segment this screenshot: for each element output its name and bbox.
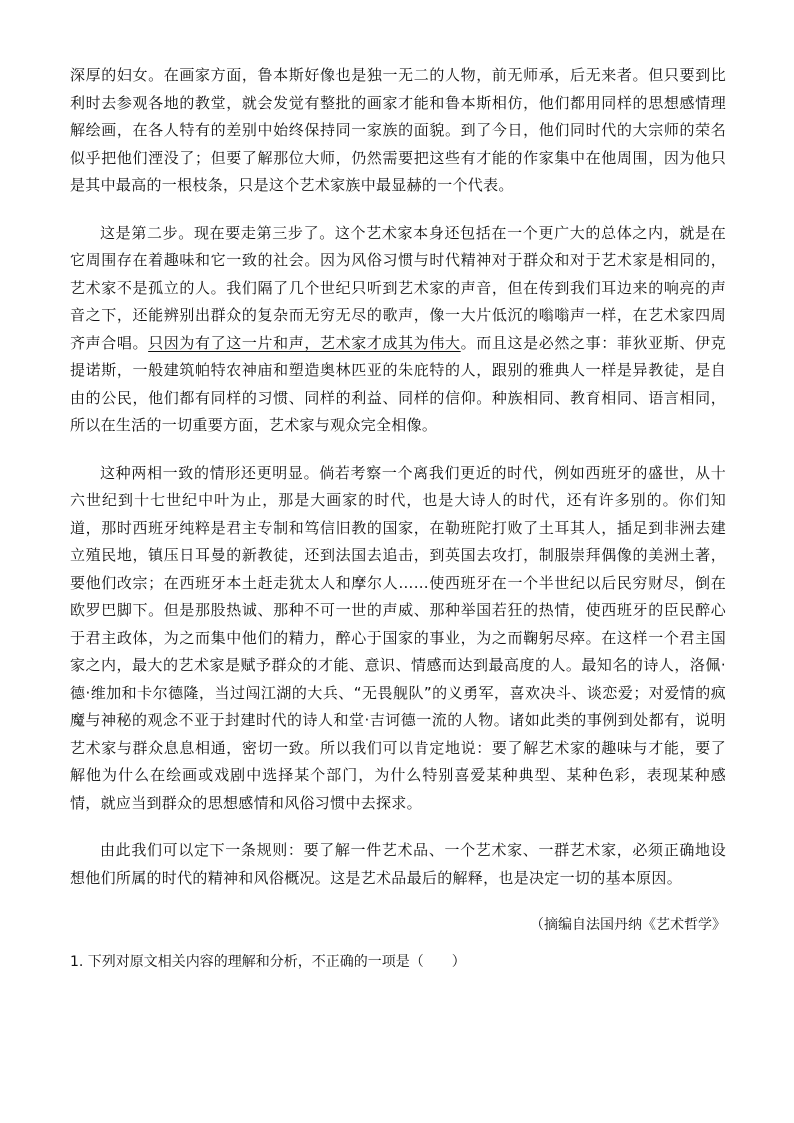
- paragraph-gap: [70, 817, 726, 837]
- paragraph-1: 深厚的妇女。在画家方面，鲁本斯好像也是独一无二的人物，前无师承，后无来者。但只要到比利时去参观各地的教堂，就会发觉有整批的画家才能和鲁本斯相仿，他们都用同样的思想感情理解绘画，在各人特有的差别中始终保持同一家族的面貌。到了今日，他们同时代的大宗师的荣名似乎把他们湮没了；但要了解那位大师，仍然需要把这些有才能的作家集中在他周围，因为他只是其中最高的一根枝条，只是这个艺术家族中最显赫的一个代表。: [70, 66, 726, 194]
- source-citation: （摘编自法国丹纳《艺术哲学》: [530, 917, 726, 933]
- paragraph-2: [70, 220, 726, 440]
- document-page: [70, 62, 726, 976]
- paragraph-3: 这种两相一致的情形还更明显。倘若考察一个离我们更近的时代，例如西班牙的盛世，从十六世纪到十七世纪中叶为止，那是大画家的时代，也是大诗人的时代，还有许多别的。你们知道，那时西班牙纯粹是君主专制和笃信旧教的国家，在勒班陀打败了土耳其人，插足到非洲去建立殖民地，镇压日耳曼的新教徒，还到法国去追击，到英国去攻打，制服崇拜偶像的美洲土著，要他们改宗；在西班牙本土赶走犹太人和摩尔人……使西班牙在一个半世纪以后民穷财尽，倒在欧罗巴脚下。但是那股热诚、那种不可一世的声威、那种举国若狂的热情，使西班牙的臣民醉心于君主政体，为之而集中他们的精力，醉心于国家的事业，为之而鞠躬尽瘁。在这样一个君主国家之内，最大的艺术家是赋予群众的才能、意识、情感而达到最高度的人。最知名的诗人，洛佩·德·维加和卡尔德隆，当过闯江湖的大兵、“无畏舰队”的义勇军，喜欢决斗、谈恋爱；对爱情的疯魔与神秘的观念不亚于封建时代的诗人和堂·吉诃德一流的人物。诸如此类的事例到处都有，说明艺术家与群众息息相通，密切一致。所以我们可以肯定地说：要了解艺术家的趣味与才能，要了解他为什么在绘画或戏剧中选择某个部门，为什么特别喜爱某种典型、某种色彩，表现某种感情，就应当到群众的思想感情和风俗习惯中去探求。: [70, 463, 726, 812]
- paragraph-gap: [70, 440, 726, 460]
- paragraph-gap: [70, 200, 726, 220]
- paragraph-4: 由此我们可以定下一条规则：要了解一件艺术品、一个艺术家、一群艺术家，必须正确地设想他们所属的时代的精神和风俗概况。这是艺术品最后的解释，也是决定一切的基本原因。: [70, 841, 726, 887]
- underlined-sentence: 只因为有了这一片和声，艺术家才成其为伟大: [148, 333, 461, 352]
- paragraph-2-text-end: 。而且这是必然之事：菲狄亚斯、伊克提诺斯，一般建筑帕特农神庙和塑造奥林匹亚的朱庇特的人，跟别的雅典人一样是异教徒，是自由的公民，他们都有同样的习惯、同样的利益、同样的信仰。种族相同、教育相同、语言相同，所以在生活的一切重要方面，艺术家与观众完全相像。: [70, 333, 726, 434]
- paragraph-gap: [70, 892, 726, 912]
- question-1-stem: 1. 下列对原文相关内容的理解和分析，不正确的一项是（ ）: [70, 954, 466, 970]
- paragraph-2-text-start: 这是第二步。现在要走第三步了。这个艺术家本身还包括在一个更广大的总体之内，就是在它周围存在着趣味和它一致的社会。因为风俗习惯与时代精神对于群众和对于艺术家是相同的，艺术家不是孤立的人。我们隔了几个世纪只听到艺术家的声音，但在传到我们耳边来的响亮的声音之下，还能辨别出群众的复杂而无穷无尽的歌声，像一大片低沉的嗡嗡声一样，在艺术家四周齐声合唱。: [70, 223, 726, 352]
